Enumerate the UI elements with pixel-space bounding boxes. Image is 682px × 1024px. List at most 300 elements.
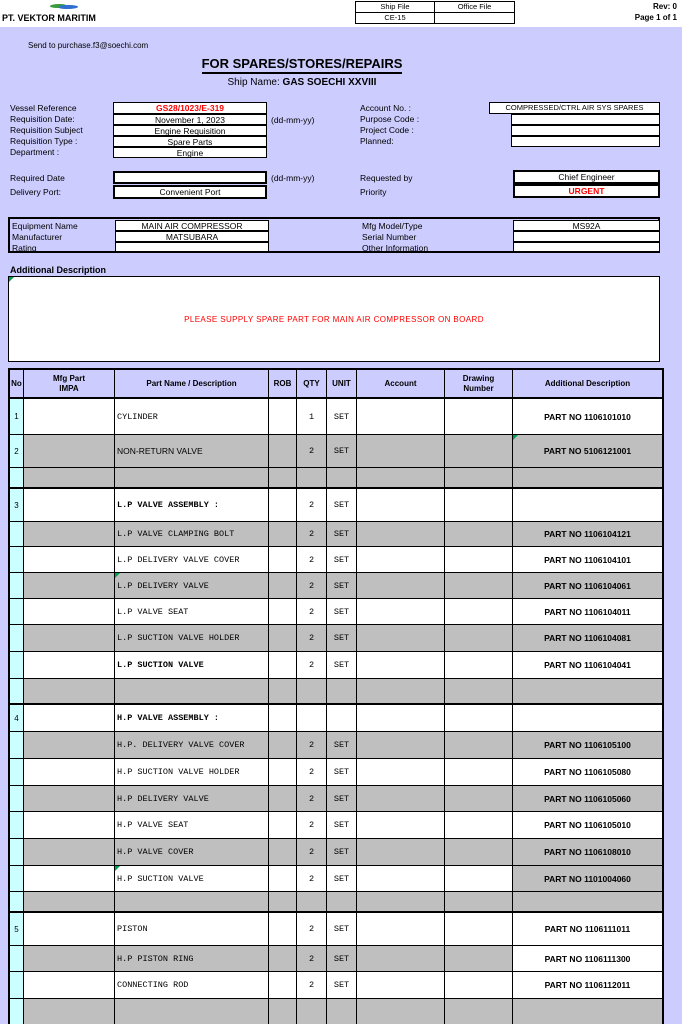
company-name: PT. VEKTOR MARITIM bbox=[2, 13, 96, 23]
header-unit: UNIT bbox=[327, 370, 357, 397]
cell-drawing[interactable] bbox=[445, 913, 513, 945]
cell-rob[interactable] bbox=[269, 468, 297, 487]
cell-rob[interactable] bbox=[269, 946, 297, 971]
cell-mfg[interactable] bbox=[24, 705, 115, 731]
cell-account[interactable] bbox=[357, 468, 445, 487]
header-account: Account bbox=[357, 370, 445, 397]
part-row bbox=[10, 786, 662, 812]
cell-drawing[interactable] bbox=[445, 786, 513, 811]
cell-qty[interactable]: 2 bbox=[297, 547, 327, 572]
cell-account[interactable] bbox=[357, 399, 445, 434]
cell-unit[interactable]: SET bbox=[327, 652, 357, 678]
cell-desc[interactable]: PART NO 1106104081 bbox=[513, 625, 662, 651]
cell-account[interactable] bbox=[357, 839, 445, 865]
cell-desc[interactable]: PART NO 1106105060 bbox=[513, 786, 662, 811]
header-drawing: Drawing Number bbox=[445, 370, 513, 397]
part-row bbox=[10, 839, 662, 866]
account-no-field[interactable]: COMPRESSED/CTRL AIR SYS SPARES bbox=[489, 102, 660, 114]
planned-field[interactable] bbox=[511, 136, 660, 147]
comment-marker bbox=[115, 866, 120, 871]
cell-unit[interactable]: SET bbox=[327, 866, 357, 891]
cell-no[interactable]: 5 bbox=[10, 913, 24, 945]
ship-name-value: GAS SOECHI XXVIII bbox=[282, 77, 377, 88]
cell-unit[interactable]: SET bbox=[327, 786, 357, 811]
cell-mfg[interactable] bbox=[24, 435, 115, 467]
parts-table-header-row bbox=[10, 370, 662, 399]
part-row bbox=[10, 705, 662, 732]
cell-unit[interactable]: SET bbox=[327, 435, 357, 467]
cell-desc[interactable]: PART NO 1106111300 bbox=[513, 946, 662, 971]
cell-desc[interactable]: PART NO 1106105100 bbox=[513, 732, 662, 758]
cell-qty[interactable] bbox=[297, 892, 327, 911]
cell-no[interactable] bbox=[10, 839, 24, 865]
cell-desc[interactable]: PART NO 1106111011 bbox=[513, 913, 662, 945]
cell-rob[interactable] bbox=[269, 399, 297, 434]
cell-no[interactable] bbox=[10, 522, 24, 546]
part-row bbox=[10, 972, 662, 999]
cell-unit[interactable]: SET bbox=[327, 547, 357, 572]
mfg-model-field[interactable]: MS92A bbox=[513, 220, 660, 231]
cell-no[interactable] bbox=[10, 999, 24, 1024]
requested-by-label: Requested by bbox=[360, 173, 413, 183]
cell-drawing[interactable] bbox=[445, 812, 513, 838]
part-row bbox=[10, 866, 662, 892]
cell-part[interactable]: CYLINDER bbox=[115, 399, 269, 434]
cell-no[interactable] bbox=[10, 679, 24, 703]
cell-part[interactable]: PISTON bbox=[115, 913, 269, 945]
cell-mfg[interactable] bbox=[24, 972, 115, 998]
cell-qty[interactable]: 1 bbox=[297, 399, 327, 434]
cell-drawing[interactable] bbox=[445, 522, 513, 546]
requested-by-field[interactable]: Chief Engineer bbox=[513, 170, 660, 184]
cell-qty[interactable]: 2 bbox=[297, 913, 327, 945]
cell-no[interactable]: 3 bbox=[10, 489, 24, 521]
required-date-hint: (dd-mm-yy) bbox=[271, 173, 315, 183]
cell-unit[interactable] bbox=[327, 999, 357, 1024]
cell-part[interactable]: L.P SUCTION VALVE HOLDER bbox=[115, 625, 269, 651]
part-row bbox=[10, 652, 662, 679]
cell-qty[interactable]: 2 bbox=[297, 573, 327, 598]
serial-number-field[interactable] bbox=[513, 231, 660, 242]
cell-rob[interactable] bbox=[269, 786, 297, 811]
spacer-row bbox=[10, 679, 662, 705]
cell-drawing[interactable] bbox=[445, 759, 513, 785]
other-information-field[interactable] bbox=[513, 242, 660, 252]
cell-part[interactable]: H.P VALVE COVER bbox=[115, 839, 269, 865]
cell-desc[interactable] bbox=[513, 705, 662, 731]
part-row bbox=[10, 812, 662, 839]
cell-part[interactable] bbox=[115, 892, 269, 911]
serial-number-label: Serial Number bbox=[362, 232, 417, 242]
cell-desc[interactable]: PART NO 1106101010 bbox=[513, 399, 662, 434]
cell-no[interactable] bbox=[10, 972, 24, 998]
cell-rob[interactable] bbox=[269, 759, 297, 785]
cell-desc[interactable]: PART NO 1106104011 bbox=[513, 599, 662, 624]
cell-drawing[interactable] bbox=[445, 972, 513, 998]
cell-account[interactable] bbox=[357, 599, 445, 624]
cell-part[interactable]: H.P DELIVERY VALVE bbox=[115, 786, 269, 811]
cell-mfg[interactable] bbox=[24, 866, 115, 891]
cell-qty[interactable]: 2 bbox=[297, 972, 327, 998]
spacer-row bbox=[10, 999, 662, 1024]
cell-no[interactable] bbox=[10, 732, 24, 758]
cell-account[interactable] bbox=[357, 679, 445, 703]
ship-file-header: Ship File bbox=[356, 2, 435, 12]
cell-account[interactable] bbox=[357, 522, 445, 546]
rating-field[interactable] bbox=[115, 242, 269, 252]
cell-mfg[interactable] bbox=[24, 892, 115, 911]
cell-unit[interactable] bbox=[327, 705, 357, 731]
project-code-label: Project Code : bbox=[360, 125, 414, 135]
cell-drawing[interactable] bbox=[445, 705, 513, 731]
part-row bbox=[10, 625, 662, 652]
cell-rob[interactable] bbox=[269, 892, 297, 911]
cell-unit[interactable]: SET bbox=[327, 522, 357, 546]
cell-qty[interactable]: 2 bbox=[297, 599, 327, 624]
cell-desc[interactable]: PART NO 1106104061 bbox=[513, 573, 662, 598]
header-part: Part Name / Description bbox=[115, 370, 269, 397]
cell-no[interactable] bbox=[10, 946, 24, 971]
ship-name-label: Ship Name: bbox=[227, 77, 280, 88]
cell-no[interactable] bbox=[10, 652, 24, 678]
cell-mfg[interactable] bbox=[24, 625, 115, 651]
ship-name-line bbox=[8, 77, 596, 88]
equipment-name-label: Equipment Name bbox=[12, 221, 78, 231]
cell-mfg[interactable] bbox=[24, 759, 115, 785]
additional-description-note: PLEASE SUPPLY SPARE PART FOR MAIN AIR COMPRESSOR ON BOARD bbox=[184, 314, 484, 324]
account-no-label: Account No. : bbox=[360, 103, 412, 113]
cell-qty[interactable]: 2 bbox=[297, 786, 327, 811]
cell-drawing[interactable] bbox=[445, 573, 513, 598]
cell-unit[interactable] bbox=[327, 468, 357, 487]
cell-no[interactable] bbox=[10, 573, 24, 598]
other-information-label: Other Information bbox=[362, 243, 429, 253]
cell-qty[interactable]: 2 bbox=[297, 732, 327, 758]
cell-part[interactable]: CONNECTING ROD bbox=[115, 972, 269, 998]
requisition-date-field[interactable]: November 1, 2023 bbox=[113, 114, 267, 125]
cell-rob[interactable] bbox=[269, 547, 297, 572]
cell-mfg[interactable] bbox=[24, 399, 115, 434]
cell-no[interactable]: 1 bbox=[10, 399, 24, 434]
cell-unit[interactable]: SET bbox=[327, 573, 357, 598]
cell-drawing[interactable] bbox=[445, 732, 513, 758]
part-row bbox=[10, 573, 662, 599]
cell-mfg[interactable] bbox=[24, 839, 115, 865]
header-mfg: Mfg Part IMPA bbox=[24, 370, 115, 397]
cell-account[interactable] bbox=[357, 913, 445, 945]
part-row bbox=[10, 732, 662, 759]
cell-rob[interactable] bbox=[269, 972, 297, 998]
cell-rob[interactable] bbox=[269, 489, 297, 521]
cell-no[interactable]: 4 bbox=[10, 705, 24, 731]
cell-desc[interactable]: PART NO 1106104121 bbox=[513, 522, 662, 546]
cell-drawing[interactable] bbox=[445, 468, 513, 487]
cell-qty[interactable]: 2 bbox=[297, 435, 327, 467]
cell-no[interactable] bbox=[10, 812, 24, 838]
delivery-port-label: Delivery Port: bbox=[10, 187, 62, 197]
cell-qty[interactable]: 2 bbox=[297, 625, 327, 651]
part-row bbox=[10, 946, 662, 972]
header-qty: QTY bbox=[297, 370, 327, 397]
equipment-block bbox=[8, 217, 660, 253]
cell-qty[interactable]: 2 bbox=[297, 812, 327, 838]
cell-qty[interactable]: 2 bbox=[297, 522, 327, 546]
cell-desc[interactable]: PART NO 1106104101 bbox=[513, 547, 662, 572]
cell-part[interactable]: L.P VALVE ASSEMBLY : bbox=[115, 489, 269, 521]
cell-mfg[interactable] bbox=[24, 489, 115, 521]
ship-file-value: CE-15 bbox=[356, 13, 435, 23]
cell-desc[interactable]: PART NO 5106121001 bbox=[513, 435, 662, 467]
department-field[interactable]: Engine bbox=[113, 147, 267, 158]
cell-qty[interactable] bbox=[297, 468, 327, 487]
cell-desc[interactable]: PART NO 1106105080 bbox=[513, 759, 662, 785]
requisition-subject-field[interactable]: Engine Requisition bbox=[113, 125, 267, 136]
cell-account[interactable] bbox=[357, 892, 445, 911]
cell-drawing[interactable] bbox=[445, 866, 513, 891]
cell-mfg[interactable] bbox=[24, 812, 115, 838]
cell-qty[interactable]: 2 bbox=[297, 946, 327, 971]
cell-rob[interactable] bbox=[269, 435, 297, 467]
cell-unit[interactable]: SET bbox=[327, 399, 357, 434]
cell-part[interactable] bbox=[115, 468, 269, 487]
cell-rob[interactable] bbox=[269, 625, 297, 651]
cell-rob[interactable] bbox=[269, 732, 297, 758]
cell-no[interactable]: 2 bbox=[10, 435, 24, 467]
top-white-band bbox=[0, 0, 682, 27]
cell-account[interactable] bbox=[357, 946, 445, 971]
part-row bbox=[10, 399, 662, 435]
cell-drawing[interactable] bbox=[445, 599, 513, 624]
part-row bbox=[10, 547, 662, 573]
additional-description-box[interactable] bbox=[8, 276, 660, 362]
cell-unit[interactable]: SET bbox=[327, 599, 357, 624]
cell-part[interactable] bbox=[115, 999, 269, 1024]
manufacturer-field[interactable]: MATSUBARA bbox=[115, 231, 269, 242]
cell-no[interactable] bbox=[10, 547, 24, 572]
cell-drawing[interactable] bbox=[445, 399, 513, 434]
cell-account[interactable] bbox=[357, 573, 445, 598]
cell-part[interactable]: L.P DELIVERY VALVE bbox=[115, 573, 269, 598]
cell-rob[interactable] bbox=[269, 599, 297, 624]
cell-part[interactable]: L.P VALVE CLAMPING BOLT bbox=[115, 522, 269, 546]
mfg-model-label: Mfg Model/Type bbox=[362, 221, 423, 231]
cell-rob[interactable] bbox=[269, 652, 297, 678]
cell-unit[interactable]: SET bbox=[327, 972, 357, 998]
cell-unit[interactable] bbox=[327, 679, 357, 703]
cell-desc[interactable]: PART NO 1106104041 bbox=[513, 652, 662, 678]
cell-unit[interactable]: SET bbox=[327, 946, 357, 971]
rating-label: Rating bbox=[12, 243, 37, 253]
cell-account[interactable] bbox=[357, 547, 445, 572]
cell-no[interactable] bbox=[10, 786, 24, 811]
cell-part[interactable] bbox=[115, 679, 269, 703]
page-number-label: Page 1 of 1 bbox=[634, 13, 677, 22]
cell-rob[interactable] bbox=[269, 679, 297, 703]
cell-account[interactable] bbox=[357, 999, 445, 1024]
cell-qty[interactable] bbox=[297, 679, 327, 703]
equipment-name-field[interactable]: MAIN AIR COMPRESSOR bbox=[115, 220, 269, 231]
cell-mfg[interactable] bbox=[24, 732, 115, 758]
cell-desc[interactable]: PART NO 1101004060 bbox=[513, 866, 662, 891]
revision-label: Rev: 0 bbox=[652, 2, 677, 11]
cell-no[interactable] bbox=[10, 625, 24, 651]
cell-desc[interactable] bbox=[513, 468, 662, 487]
cell-desc[interactable] bbox=[513, 679, 662, 703]
cell-desc[interactable]: PART NO 1106105010 bbox=[513, 812, 662, 838]
cell-account[interactable] bbox=[357, 972, 445, 998]
cell-part[interactable]: L.P SUCTION VALVE bbox=[115, 652, 269, 678]
cell-rob[interactable] bbox=[269, 812, 297, 838]
cell-qty[interactable]: 2 bbox=[297, 489, 327, 521]
cell-drawing[interactable] bbox=[445, 625, 513, 651]
priority-label: Priority bbox=[360, 187, 387, 197]
logo-swoosh-blue bbox=[58, 5, 78, 9]
cell-drawing[interactable] bbox=[445, 839, 513, 865]
cell-unit[interactable]: SET bbox=[327, 489, 357, 521]
cell-mfg[interactable] bbox=[24, 946, 115, 971]
cell-no[interactable] bbox=[10, 599, 24, 624]
cell-rob[interactable] bbox=[269, 839, 297, 865]
cell-part[interactable]: H.P VALVE SEAT bbox=[115, 812, 269, 838]
part-row bbox=[10, 913, 662, 946]
purpose-code-field[interactable] bbox=[511, 114, 660, 125]
part-row bbox=[10, 759, 662, 786]
header-no: No bbox=[10, 370, 24, 397]
cell-qty[interactable]: 2 bbox=[297, 652, 327, 678]
part-row bbox=[10, 489, 662, 522]
cell-drawing[interactable] bbox=[445, 489, 513, 521]
date-format-hint: (dd-mm-yy) bbox=[271, 115, 315, 125]
cell-qty[interactable]: 2 bbox=[297, 759, 327, 785]
comment-marker bbox=[9, 277, 14, 282]
cell-drawing[interactable] bbox=[445, 652, 513, 678]
cell-qty[interactable] bbox=[297, 999, 327, 1024]
cell-drawing[interactable] bbox=[445, 547, 513, 572]
office-file-value bbox=[435, 13, 514, 23]
cell-mfg[interactable] bbox=[24, 468, 115, 487]
cell-account[interactable] bbox=[357, 786, 445, 811]
cell-unit[interactable]: SET bbox=[327, 812, 357, 838]
spacer-row bbox=[10, 468, 662, 489]
cell-no[interactable] bbox=[10, 866, 24, 891]
cell-account[interactable] bbox=[357, 435, 445, 467]
office-file-header: Office File bbox=[457, 2, 492, 11]
cell-drawing[interactable] bbox=[445, 999, 513, 1024]
cell-drawing[interactable] bbox=[445, 946, 513, 971]
additional-description-label: Additional Description bbox=[10, 265, 107, 275]
cell-unit[interactable]: SET bbox=[327, 839, 357, 865]
send-to-note: Send to purchase.f3@soechi.com bbox=[28, 41, 149, 50]
cell-part[interactable]: NON-RETURN VALVE bbox=[115, 435, 269, 467]
header-rob: ROB bbox=[269, 370, 297, 397]
cell-rob[interactable] bbox=[269, 913, 297, 945]
cell-account[interactable] bbox=[357, 812, 445, 838]
part-row bbox=[10, 522, 662, 547]
requisition-subject-label: Requisition Subject bbox=[10, 125, 83, 135]
cell-part[interactable]: H.P VALVE ASSEMBLY : bbox=[115, 705, 269, 731]
cell-desc[interactable]: PART NO 1106108010 bbox=[513, 839, 662, 865]
requisition-type-field[interactable]: Spare Parts bbox=[113, 136, 267, 147]
required-date-field[interactable] bbox=[113, 171, 267, 184]
requisition-date-label: Requisition Date: bbox=[10, 114, 75, 124]
cell-rob[interactable] bbox=[269, 573, 297, 598]
cell-unit[interactable] bbox=[327, 892, 357, 911]
part-row bbox=[10, 435, 662, 468]
cell-mfg[interactable] bbox=[24, 679, 115, 703]
cell-unit[interactable]: SET bbox=[327, 759, 357, 785]
cell-unit[interactable]: SET bbox=[327, 732, 357, 758]
priority-field[interactable]: URGENT bbox=[513, 184, 660, 198]
cell-drawing[interactable] bbox=[445, 892, 513, 911]
purpose-code-label: Purpose Code : bbox=[360, 114, 420, 124]
form-title-wrap bbox=[8, 55, 596, 74]
cell-desc[interactable] bbox=[513, 999, 662, 1024]
cell-account[interactable] bbox=[357, 866, 445, 891]
cell-desc[interactable] bbox=[513, 489, 662, 521]
cell-rob[interactable] bbox=[269, 999, 297, 1024]
department-label: Department : bbox=[10, 147, 60, 157]
cell-no[interactable] bbox=[10, 468, 24, 487]
cell-part[interactable]: H.P SUCTION VALVE HOLDER bbox=[115, 759, 269, 785]
cell-mfg[interactable] bbox=[24, 573, 115, 598]
cell-part[interactable]: L.P DELIVERY VALVE COVER bbox=[115, 547, 269, 572]
cell-part[interactable]: L.P VALVE SEAT bbox=[115, 599, 269, 624]
cell-rob[interactable] bbox=[269, 705, 297, 731]
cell-account[interactable] bbox=[357, 625, 445, 651]
cell-desc[interactable] bbox=[513, 892, 662, 911]
cell-mfg[interactable] bbox=[24, 522, 115, 546]
cell-desc[interactable]: PART NO 1106112011 bbox=[513, 972, 662, 998]
cell-mfg[interactable] bbox=[24, 547, 115, 572]
cell-unit[interactable]: SET bbox=[327, 625, 357, 651]
cell-mfg[interactable] bbox=[24, 652, 115, 678]
manufacturer-label: Manufacturer bbox=[12, 232, 63, 242]
cell-account[interactable] bbox=[357, 705, 445, 731]
cell-account[interactable] bbox=[357, 489, 445, 521]
cell-mfg[interactable] bbox=[24, 999, 115, 1024]
cell-account[interactable] bbox=[357, 759, 445, 785]
cell-mfg[interactable] bbox=[24, 786, 115, 811]
cell-drawing[interactable] bbox=[445, 679, 513, 703]
cell-account[interactable] bbox=[357, 652, 445, 678]
cell-unit[interactable]: SET bbox=[327, 913, 357, 945]
cell-mfg[interactable] bbox=[24, 913, 115, 945]
cell-drawing[interactable] bbox=[445, 435, 513, 467]
cell-part[interactable]: H.P SUCTION VALVE bbox=[115, 866, 269, 891]
cell-rob[interactable] bbox=[269, 866, 297, 891]
form-title: FOR SPARES/STORES/REPAIRS bbox=[202, 56, 403, 74]
project-code-field[interactable] bbox=[511, 125, 660, 136]
cell-mfg[interactable] bbox=[24, 599, 115, 624]
cell-account[interactable] bbox=[357, 732, 445, 758]
cell-part[interactable]: H.P. DELIVERY VALVE COVER bbox=[115, 732, 269, 758]
header-desc: Additional Description bbox=[544, 378, 631, 388]
parts-table bbox=[8, 368, 664, 1024]
cell-rob[interactable] bbox=[269, 522, 297, 546]
vessel-reference-field[interactable]: GS28/1023/E-319 bbox=[113, 102, 267, 114]
planned-label: Planned: bbox=[360, 136, 394, 146]
cell-no[interactable] bbox=[10, 759, 24, 785]
vessel-reference-label: Vessel Reference bbox=[10, 103, 77, 113]
delivery-port-field[interactable]: Convenient Port bbox=[113, 185, 267, 199]
part-row bbox=[10, 599, 662, 625]
cell-qty[interactable]: 2 bbox=[297, 839, 327, 865]
cell-no[interactable] bbox=[10, 892, 24, 911]
comment-marker bbox=[513, 435, 518, 440]
cell-part[interactable]: H.P PISTON RING bbox=[115, 946, 269, 971]
cell-qty[interactable]: 2 bbox=[297, 866, 327, 891]
cell-qty[interactable] bbox=[297, 705, 327, 731]
